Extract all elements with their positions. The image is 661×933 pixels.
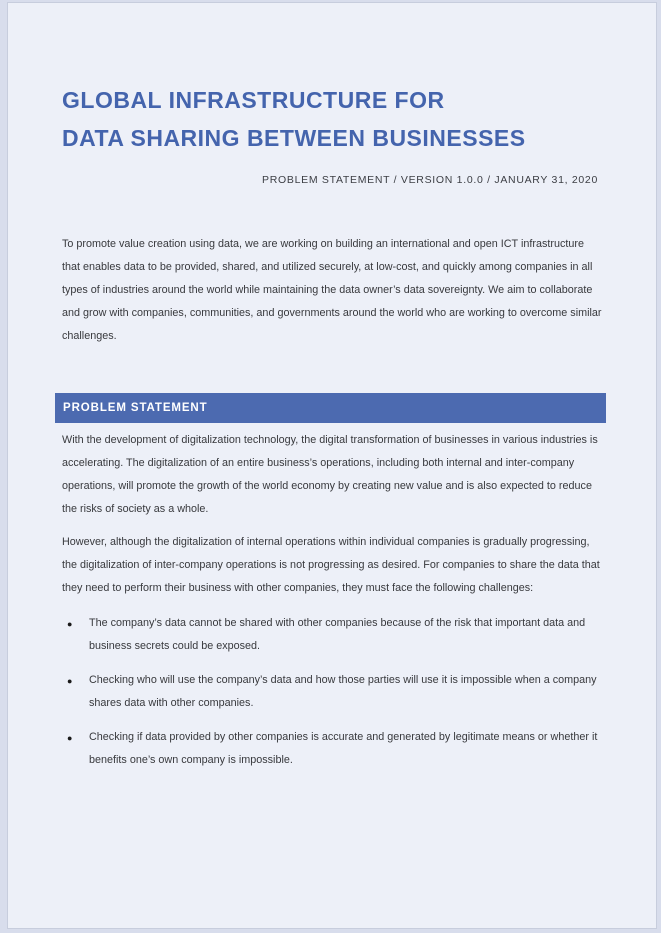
list-item-text: The company’s data cannot be shared with other companies because of the risk that important data and business secrets could be exposed. bbox=[89, 617, 586, 652]
title-line-2: DATA SHARING BETWEEN BUSINESSES bbox=[62, 125, 526, 151]
document-subtitle: PROBLEM STATEMENT / VERSION 1.0.0 / JANUARY 31, 2020 bbox=[262, 174, 598, 186]
list-item-text: Checking if data provided by other companies is accurate and generated by legitimate means or whether it benefits one’s own company is impossible. bbox=[89, 731, 598, 766]
list-item bbox=[67, 669, 604, 715]
list-item bbox=[67, 726, 604, 772]
challenges-list bbox=[67, 612, 604, 772]
document-title bbox=[62, 81, 616, 157]
document-page bbox=[7, 2, 657, 929]
bullet-icon: ● bbox=[67, 733, 73, 743]
section-paragraph-2: However, although the digitalization of internal operations within individual companies is gradually progressing, the digitalization of inter-company operations is not progressing as desired. For companies to share the data that they need to perform their business with other companies, they must face the following challenges: bbox=[62, 536, 600, 594]
title-line-1: GLOBAL INFRASTRUCTURE FOR bbox=[62, 87, 445, 113]
section-heading-banner bbox=[55, 393, 606, 423]
section-heading: PROBLEM STATEMENT bbox=[63, 402, 208, 414]
bullet-icon: ● bbox=[67, 676, 73, 686]
bullet-icon: ● bbox=[67, 619, 73, 629]
list-item-text: Checking who will use the company’s data and how those parties will use it is impossible when a company shares data with other companies. bbox=[89, 674, 597, 709]
list-item bbox=[67, 612, 604, 658]
intro-paragraph: To promote value creation using data, we are working on building an international and open ICT infrastructure that enables data to be provided, shared, and utilized securely, at low-cost, and quickly among companies in all types of industries around the world while maintaining the data owner’s data sovereignty. We aim to collaborate and grow with companies, communities, and governments around the world who are working to overcome similar challenges. bbox=[62, 238, 602, 342]
section-paragraph-1: With the development of digitalization technology, the digital transformation of businesses in various industries is accelerating. The digitalization of an entire business’s operations, including both internal and inter-company operations, will promote the growth of the world economy by creating new value and is also expected to reduce the risks of society as a whole. bbox=[62, 434, 598, 515]
